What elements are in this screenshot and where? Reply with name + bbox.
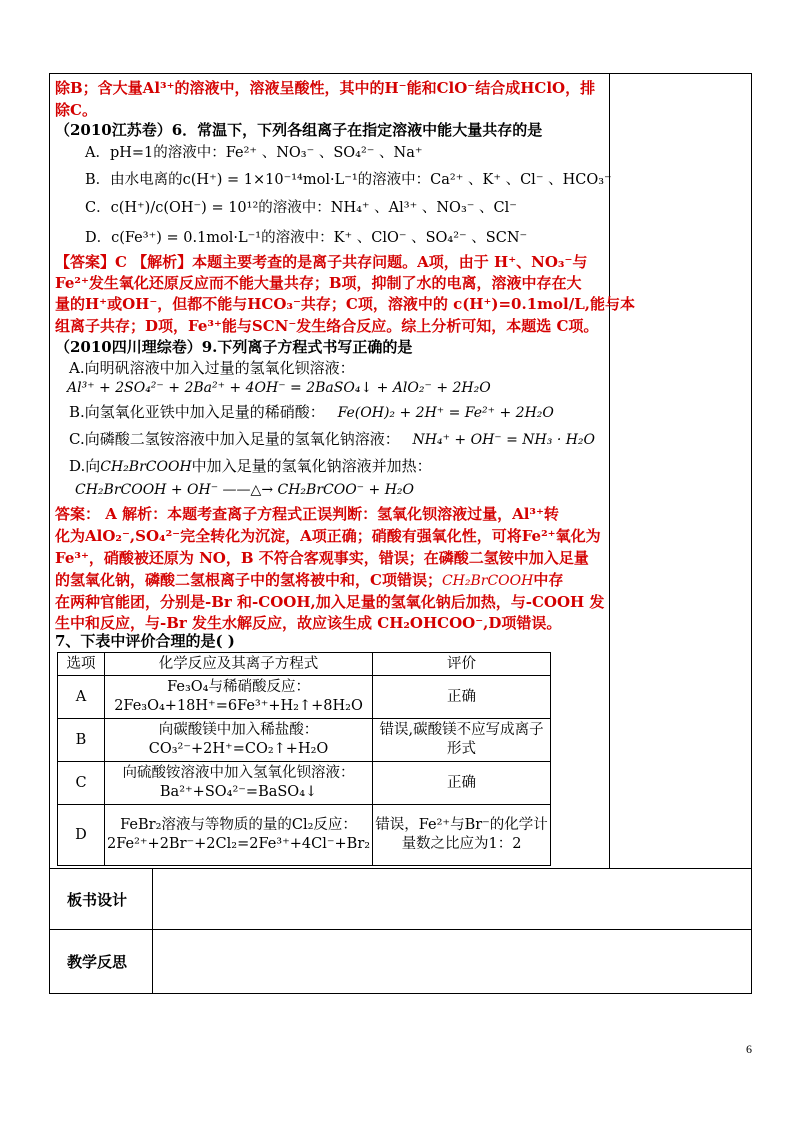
row-reaction: [105, 676, 373, 719]
question-6-option-d: D．c(Fe³⁺) = 0.1mol·L⁻¹的溶液中：K⁺ 、ClO⁻ 、SO₄²⁻ 、SCN⁻: [85, 230, 528, 246]
option-c-text: C.向磷酸二氢铵溶液中加入足量的氢氧化钠溶液：: [69, 430, 400, 448]
row-option: D: [58, 805, 105, 866]
evaluation-table: [57, 652, 551, 866]
option-d-formula: CH₂BrCOOH: [100, 459, 192, 475]
answer-6-text: Fe²⁺发生氧化还原反应而不能大量共存；B项，抑制了水的电离，溶液中存在大: [55, 274, 582, 292]
table-row: [58, 719, 551, 762]
reaction-line: FeBr₂溶液与等物质的量的Cl₂反应：: [120, 817, 357, 833]
question-6-title: （2010江苏卷）6．常温下，下列各组离子在指定溶液中能大量共存的是: [55, 121, 543, 139]
header-option: 选项: [58, 653, 105, 676]
row-reaction: [105, 805, 373, 866]
board-design-label: 板书设计: [67, 891, 128, 909]
option-b-equation: Fe(OH)₂ + 2H⁺ = Fe²⁺ + 2H₂O: [337, 405, 554, 421]
table-row: [58, 676, 551, 719]
answer-9-text: 生中和反应，与-Br 发生水解反应，故应该生成 CH₂OHCOO⁻,D项错误。: [55, 614, 562, 632]
table-row: [58, 762, 551, 805]
question-6-option-a: A．pH=1的溶液中：Fe²⁺ 、NO₃⁻ 、SO₄²⁻ 、Na⁺: [85, 145, 423, 161]
row-evaluation: 正确: [373, 676, 551, 719]
answer-9-text: Fe³⁺，硝酸被还原为 NO，B 不符合客观事实，错误；在磷酸二氢铵中加入足量: [55, 549, 589, 567]
question-9-option-a: A.向明矾溶液中加入过量的氢氧化钡溶液：: [69, 359, 355, 377]
answer-9-part: 的氢氧化钠，磷酸二氢根离子中的氢将被中和，C项错误；: [55, 571, 442, 589]
section-divider-top: [49, 868, 752, 869]
reaction-equation: CO₃²⁻+2H⁺=CO₂↑+H₂O: [148, 741, 329, 757]
answer-6-text: 组离子共存；D项，Fe³⁺能与SCN⁻发生络合反应。综上分析可知，本题选 C项。: [55, 317, 599, 335]
answer-9-part: 中存: [533, 571, 564, 589]
answer-9-formula: CH₂BrCOOH: [441, 573, 534, 589]
question-9-equation-a: Al³⁺ + 2SO₄²⁻ + 2Ba²⁺ + 4OH⁻ = 2BaSO₄↓ + AlO₂⁻ + 2H₂O: [67, 380, 491, 396]
right-column-divider: [609, 73, 610, 868]
question-7-title: 7、下表中评价合理的是( ): [55, 632, 235, 650]
label-column-divider: [152, 868, 153, 994]
option-d-prefix: D.向: [69, 457, 101, 475]
reaction-equation: 2Fe²⁺+2Br⁻+2Cl₂=2Fe³⁺+4Cl⁻+Br₂: [107, 836, 371, 852]
question-9-equation-d: CH₂BrCOOH + OH⁻ ——△→ CH₂BrCOO⁻ + H₂O: [75, 482, 414, 498]
row-option: C: [58, 762, 105, 805]
question-9-option-b: [69, 402, 554, 423]
answer-9-text: 化为AlO₂⁻,SO₄²⁻完全转化为沉淀，A项正确；硝酸有强氧化性，可将Fe²⁺氧化为: [55, 527, 601, 545]
answer-text: 除B；含大量Al³⁺的溶液中，溶液呈酸性，其中的H⁻能和ClO⁻结合成HClO，排: [55, 79, 596, 97]
answer-text: 除C。: [55, 101, 97, 119]
table-row: [58, 805, 551, 866]
answer-9-text: 在两种官能团，分别是-Br 和-COOH,加入足量的氢氧化钠后加热，与-COOH 发: [55, 593, 605, 611]
page-number: 6: [746, 1042, 752, 1056]
question-9-option-c: [69, 429, 595, 450]
row-evaluation: 错误,碳酸镁不应写成离子形式: [373, 719, 551, 762]
teaching-reflection-label: 教学反思: [67, 953, 128, 971]
option-d-suffix: 中加入足量的氢氧化钠溶液并加热：: [191, 457, 432, 475]
row-reaction: [105, 762, 373, 805]
row-evaluation: 正确: [373, 762, 551, 805]
answer-6-text: 量的H⁺或OH⁻，但都不能与HCO₃⁻共存；C项，溶液中的 c(H⁺)=0.1mol/L,能与本: [55, 295, 635, 313]
option-c-equation: NH₄⁺ + OH⁻ = NH₃ · H₂O: [412, 432, 596, 448]
reaction-equation: Ba²⁺+SO₄²⁻=BaSO₄↓: [159, 784, 318, 800]
question-6-option-c: C．c(H⁺)/c(OH⁻) = 10¹²的溶液中：NH₄⁺ 、Al³⁺ 、NO₃⁻ 、Cl⁻: [85, 200, 517, 216]
row-evaluation: 错误，Fe²⁺与Br⁻的化学计量数之比应为1：2: [373, 805, 551, 866]
header-reaction: 化学反应及其离子方程式: [105, 653, 373, 676]
reaction-equation: 2Fe₃O₄+18H⁺=6Fe³⁺+H₂↑+8H₂O: [114, 698, 363, 714]
option-b-text: B.向氢氧化亚铁中加入足量的稀硝酸：: [69, 403, 325, 421]
answer-9-text: 答案： A 解析：本题考查离子方程式正误判断：氢氧化钡溶液过量，Al³⁺转: [55, 505, 559, 523]
table-header-row: [58, 653, 551, 676]
header-evaluation: 评价: [373, 653, 551, 676]
question-6-option-b: B．由水电离的c(H⁺) = 1×10⁻¹⁴mol·L⁻¹的溶液中：Ca²⁺ 、K⁺ 、Cl⁻ 、HCO₃⁻: [85, 172, 612, 188]
answer-9-text: [55, 570, 563, 591]
row-option: B: [58, 719, 105, 762]
reaction-line: 向碳酸镁中加入稀盐酸：: [158, 722, 319, 738]
question-9-title: （2010四川理综卷）9.下列离子方程式书写正确的是: [55, 338, 413, 356]
row-reaction: [105, 719, 373, 762]
question-9-option-d: [69, 456, 432, 477]
section-divider-middle: [49, 929, 752, 930]
answer-6-text: 【答案】C 【解析】本题主要考查的是离子共存问题。A项，由于 H⁺、NO₃⁻与: [55, 253, 588, 271]
row-option: A: [58, 676, 105, 719]
reaction-line: Fe₃O₄与稀硝酸反应：: [167, 679, 310, 695]
reaction-line: 向硫酸铵溶液中加入氢氧化钡溶液：: [122, 765, 355, 781]
